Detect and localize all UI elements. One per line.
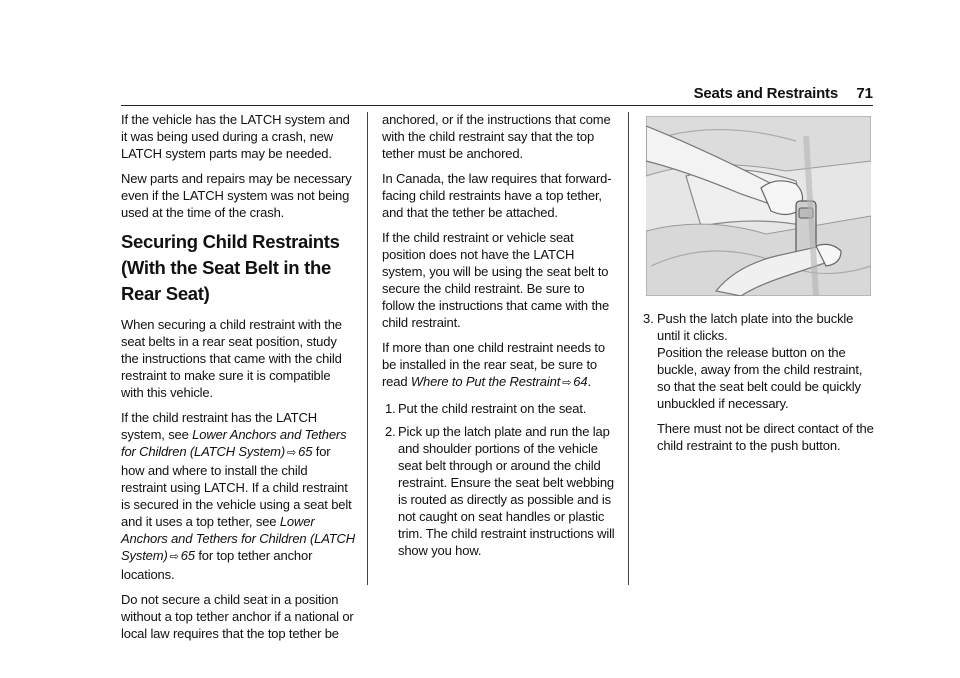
step-text: Push the latch plate into the buckle until it clicks. (657, 311, 854, 343)
cross-reference-link[interactable]: Where to Put the Restraint (410, 374, 561, 389)
page-reference[interactable]: 65 (298, 444, 313, 459)
step-note: Position the release button on the buckle, away from the child restraint, so that the seat belt could be quickly unbuckled if necessary. (657, 345, 863, 411)
column-middle (382, 111, 617, 565)
text: . (587, 374, 591, 389)
step-text: Put the child restraint on the seat. (398, 401, 587, 416)
column-right (643, 310, 878, 462)
text: If the child restraint has the LATCH system, see (121, 410, 317, 442)
page-number: 71 (856, 85, 873, 102)
header-rule (121, 105, 873, 106)
section-heading: Securing Child Restraints (With the Seat Belt in the Rear Seat) (121, 231, 340, 304)
page-reference[interactable]: 65 (180, 548, 195, 563)
step-list (382, 400, 617, 559)
cross-reference-link[interactable]: Lower Anchors and Tethers for Children (LATCH System) (121, 514, 356, 563)
column-divider (628, 112, 629, 585)
paragraph: In Canada, the law requires that forward-facing child restraints have a top tether, and that the tether be attached. (382, 171, 612, 220)
paragraph (121, 409, 356, 583)
text: for top tether anchor locations. (121, 548, 313, 582)
step-item (382, 423, 617, 559)
buckle-illustration (646, 116, 871, 296)
step-number: 1. (385, 401, 396, 416)
paragraph: If the vehicle has the LATCH system and it was being used during a crash, new LATCH system parts may be needed. (121, 112, 350, 161)
cross-reference-link[interactable]: Lower Anchors and Tethers for Children (LATCH System) (121, 427, 347, 459)
paragraph: Do not secure a child seat in a position without a top tether anchor if a national or local law requires that the top tether be (121, 592, 354, 641)
paragraph (382, 339, 617, 392)
step-number: 2. (385, 424, 396, 439)
text: for how and where to install the child restraint using LATCH. If a child restraint is secured in the vehicle using a seat belt and it uses a top tether, see (121, 444, 352, 529)
step-item (382, 400, 617, 417)
paragraph: When securing a child restraint with the seat belts in a rear seat position, study the instructions that came with the child restraint to make sure it is compatible with this vehicle. (121, 317, 342, 400)
section-title: Seats and Restraints (693, 85, 838, 102)
page-arrow-icon: ⇨ (287, 447, 297, 459)
step-item (643, 310, 878, 454)
paragraph: New parts and repairs may be necessary even if the LATCH system was not being used at the time of the crash. (121, 171, 352, 220)
column-left (121, 111, 356, 650)
paragraph: anchored, or if the instructions that come with the child restraint say that the top tether must be anchored. (382, 112, 611, 161)
step-number: 3. (643, 311, 654, 326)
text: If more than one child restraint needs to be installed in the rear seat, be sure to read (382, 340, 605, 389)
step-note: There must not be direct contact of the child restraint to the push button. (657, 421, 874, 453)
buckle-illustration-icon (646, 116, 871, 296)
page-arrow-icon: ⇨ (562, 377, 572, 389)
page-reference[interactable]: 64 (573, 374, 588, 389)
paragraph: If the child restraint or vehicle seat position does not have the LATCH system, you will be using the seat belt to secure the child restraint. Be sure to follow the instructions that came with the child restraint. (382, 230, 610, 330)
page-arrow-icon: ⇨ (169, 551, 179, 563)
page-header (0, 80, 960, 104)
column-divider (367, 112, 368, 585)
step-text: Pick up the latch plate and run the lap and shoulder portions of the vehicle seat belt through or around the child restraint. Ensure the seat belt webbing is routed as directly as possible and is not caught on seat handles or plastic trim. The child restraint instructions will show you how. (398, 424, 615, 558)
